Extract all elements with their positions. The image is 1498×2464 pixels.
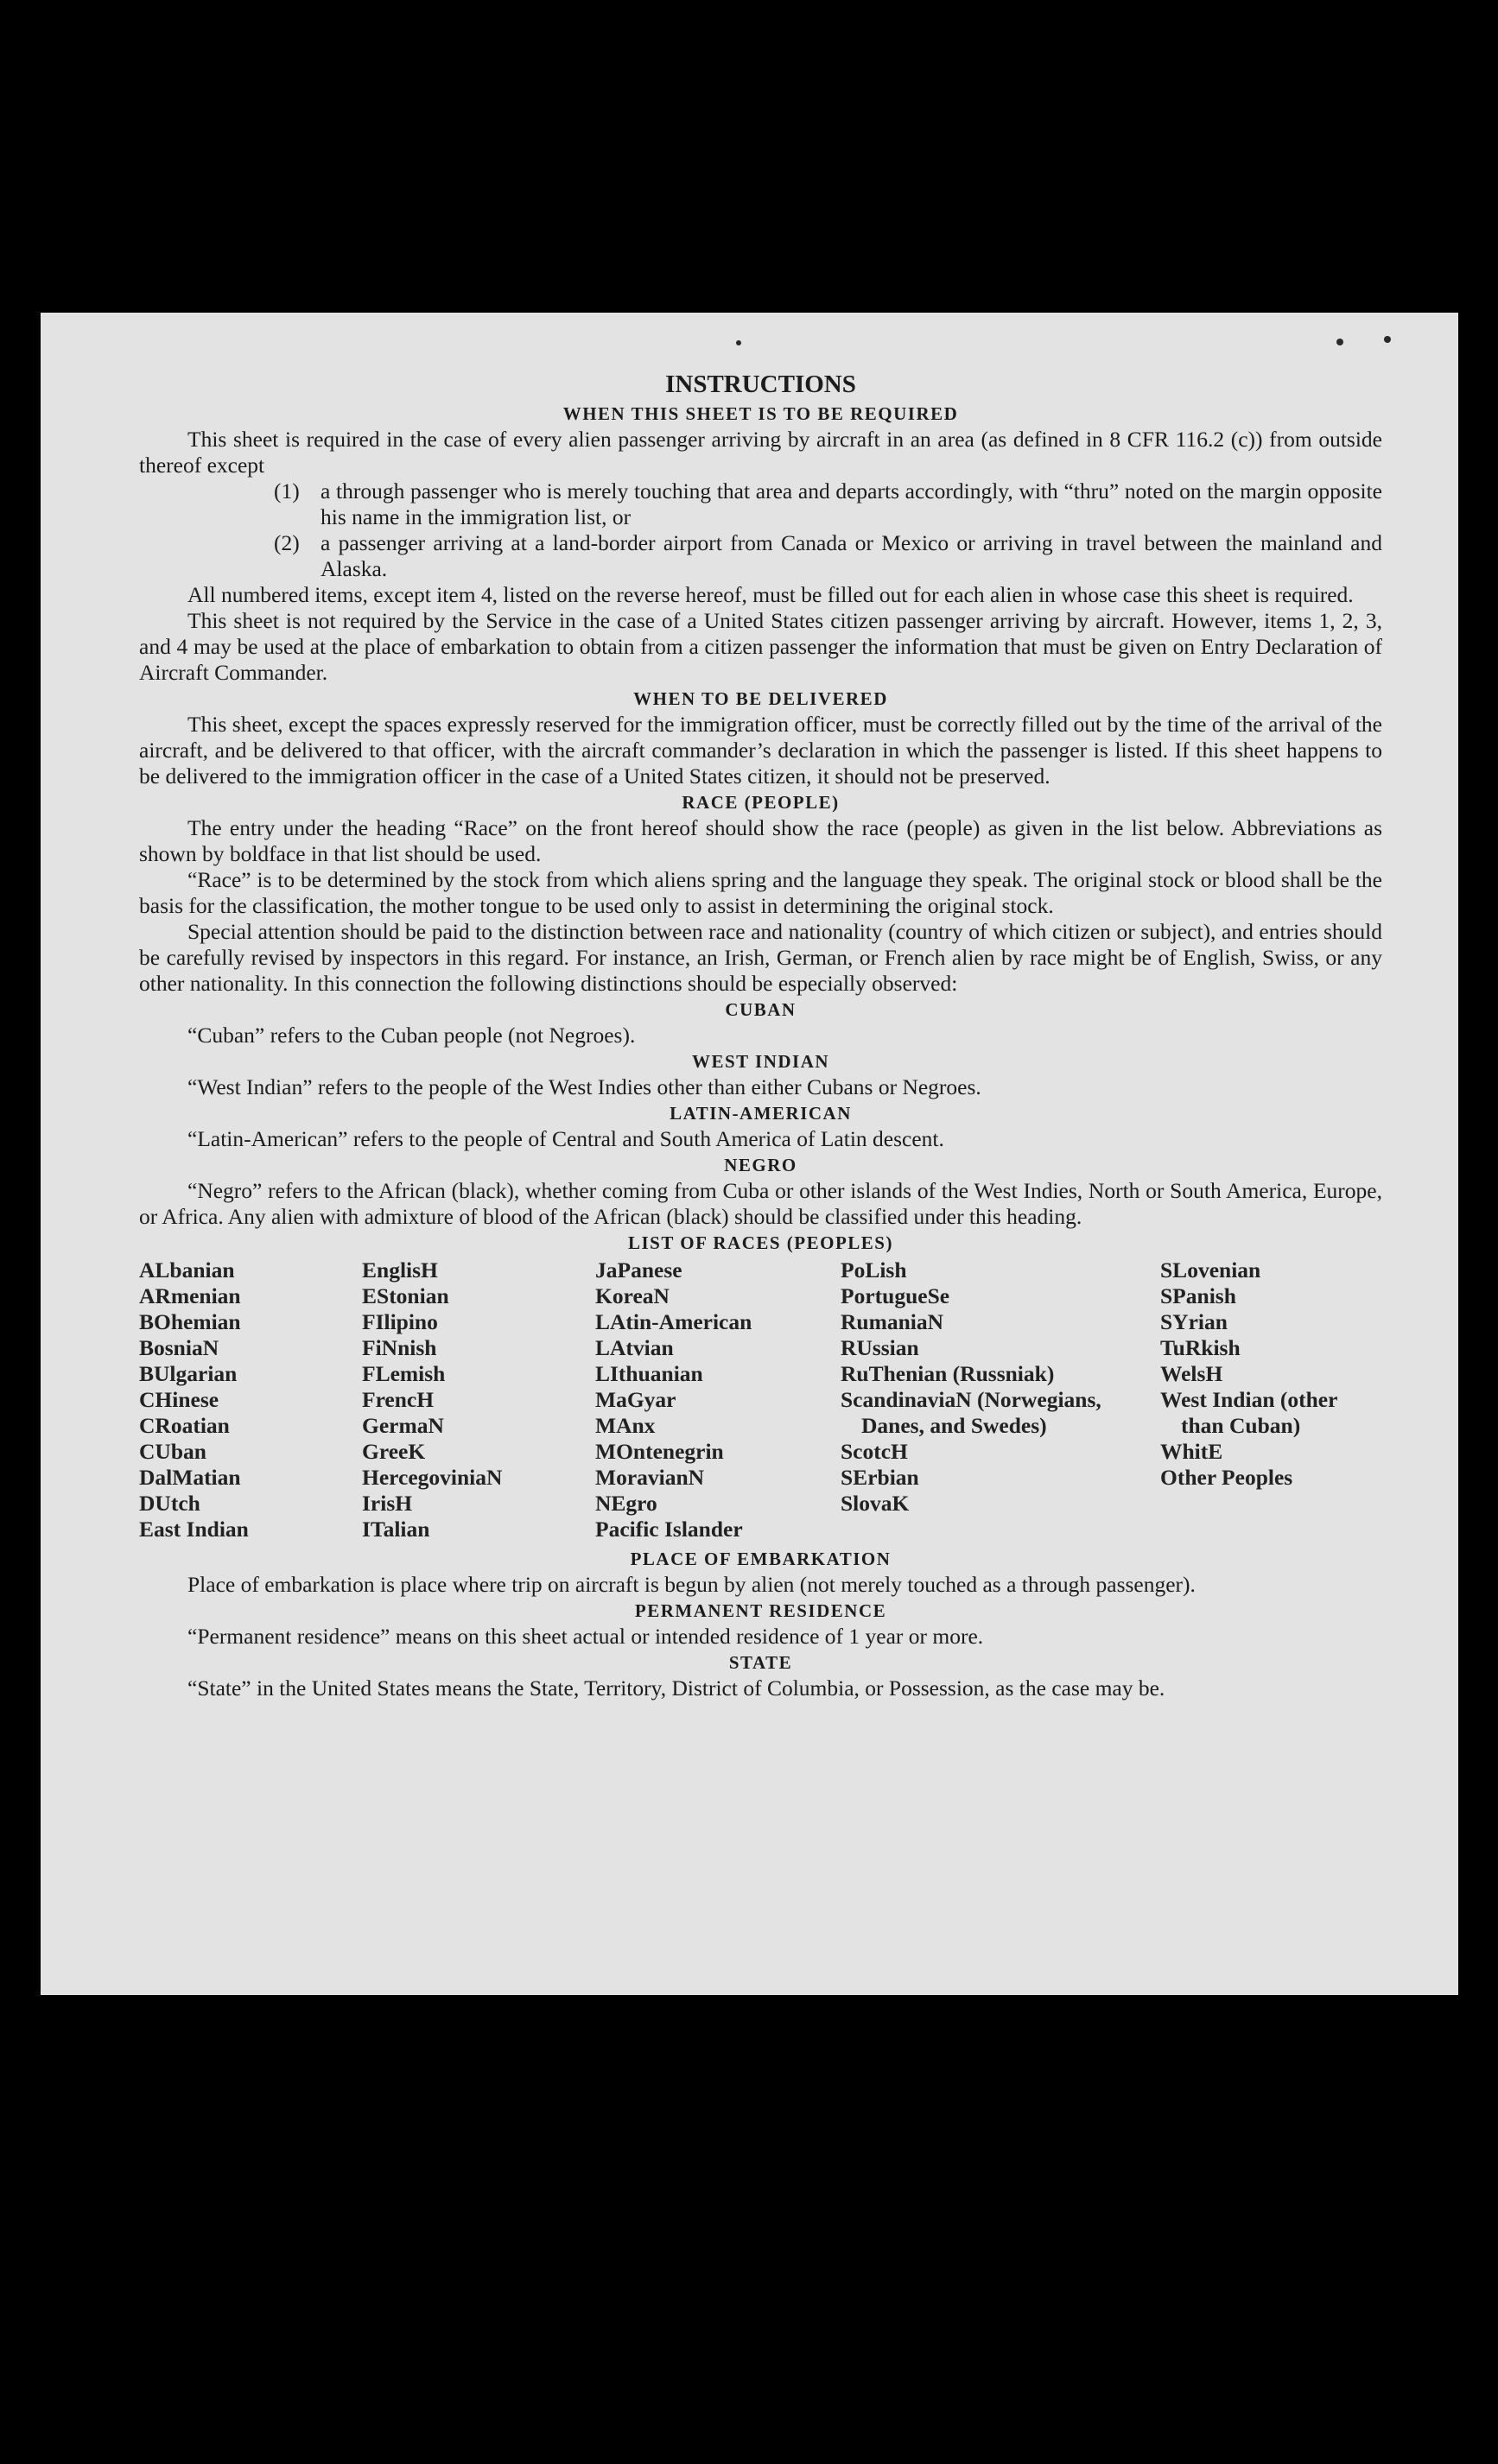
race-column <box>595 1257 841 1542</box>
paragraph: “Latin-American” refers to the people of Central and South America of Latin descent. <box>187 1126 944 1151</box>
race-entry: LAtin-American <box>595 1309 752 1334</box>
race-entry: SLovenian <box>1160 1257 1261 1283</box>
race-entry: MoravianN <box>595 1465 705 1490</box>
race-entry: MOntenegrin <box>595 1439 724 1464</box>
paragraph: This sheet, except the spaces expressly reserved for the immigration officer, must be correctly filled out by the time of the arrival of the aircraft, and be delivered to that officer, with the aircraft commander’s declaration in which the passenger is listed. If this sheet happens to be delivered to the immigration officer in the case of a United States citizen, it should not be preserved. <box>139 712 1382 789</box>
race-entry: PoLish <box>841 1257 907 1283</box>
race-entry: SYrian <box>1160 1309 1228 1334</box>
exception-item <box>139 530 1382 582</box>
sections-closing <box>139 1546 1382 1701</box>
section-heading-latin-american: LATIN-AMERICAN <box>670 1103 852 1124</box>
race-entry: EStonian <box>362 1283 449 1308</box>
section-heading-state: STATE <box>728 1652 793 1673</box>
race-entry: East Indian <box>139 1517 249 1542</box>
section-heading-when-required: WHEN THIS SHEET IS TO BE REQUIRED <box>562 403 959 424</box>
race-column <box>139 1257 362 1542</box>
race-entry: SErbian <box>841 1465 919 1490</box>
item-number: (1) <box>274 478 300 504</box>
punch-mark <box>736 340 741 345</box>
paragraph: “Permanent residence” means on this sheet actual or intended residence of 1 year or more. <box>187 1624 984 1649</box>
race-entry: LIthuanian <box>595 1361 703 1386</box>
race-entry: BOhemian <box>139 1309 241 1334</box>
race-entry: RumaniaN <box>841 1309 944 1334</box>
race-entry: West Indian (other than Cuban) <box>1160 1387 1337 1438</box>
paragraph: “Cuban” refers to the Cuban people (not Negroes). <box>187 1023 636 1048</box>
race-entry: ScandinaviaN (Norwegians, Danes, and Swedes) <box>841 1387 1101 1438</box>
item-text: a through passenger who is merely touching that area and departs accordingly, with “thru” noted on the margin opposite his name in the immigration list, or <box>321 478 1382 529</box>
race-entry: GreeK <box>362 1439 426 1464</box>
race-entry: Other Peoples <box>1160 1465 1293 1490</box>
section-heading-west-indian: WEST INDIAN <box>691 1051 830 1072</box>
race-entry: SPanish <box>1160 1283 1236 1308</box>
race-entry: WhitE <box>1160 1439 1223 1464</box>
race-entry: CRoatian <box>139 1413 230 1438</box>
sections-main <box>139 401 1382 1230</box>
races-heading: LIST OF RACES (PEOPLES) <box>628 1232 893 1253</box>
race-column <box>1160 1257 1376 1542</box>
paragraph: This sheet is required in the case of every alien passenger arriving by aircraft in an area (as defined in 8 CFR 116.2 (c)) from outside thereof except <box>139 427 1382 478</box>
punch-mark <box>1336 339 1343 345</box>
section-heading-negro: NEGRO <box>724 1155 797 1175</box>
paragraph: “Race” is to be determined by the stock from which aliens spring and the language they speak. The original stock or blood shall be the basis for the classification, the mother tongue to be used only to assist in determining the original stock. <box>139 867 1382 918</box>
race-entry: JaPanese <box>595 1257 682 1283</box>
race-entry: DalMatian <box>139 1465 241 1490</box>
race-entry: Pacific Islander <box>595 1517 743 1542</box>
exception-item <box>139 478 1382 530</box>
paragraph: Place of embarkation is place where trip on aircraft is begun by alien (not merely touched as a through passenger). <box>187 1572 1196 1597</box>
race-entry: CUban <box>139 1439 206 1464</box>
race-entry: TuRkish <box>1160 1335 1241 1360</box>
race-entry: DUtch <box>139 1491 200 1516</box>
race-column <box>841 1257 1160 1542</box>
race-entry: FIlipino <box>362 1309 438 1334</box>
paragraph: Special attention should be paid to the distinction between race and nationality (country of which citizen or subject), and entries should be carefully revised by inspectors in this regard. For instance, an Irish, German, or French alien by race might be of English, Swiss, or any other nationality. In this connection the following distinctions should be especially observed: <box>139 919 1382 996</box>
race-column <box>362 1257 595 1542</box>
race-entry: FrencH <box>362 1387 435 1412</box>
punch-mark <box>1384 336 1391 343</box>
race-entry: PortugueSe <box>841 1283 950 1308</box>
race-entry: RUssian <box>841 1335 919 1360</box>
instruction-sheet <box>41 313 1458 1995</box>
race-entry: FiNnish <box>362 1335 437 1360</box>
item-number: (2) <box>274 530 300 555</box>
section-heading-race: RACE (PEOPLE) <box>682 792 840 813</box>
item-text: a passenger arriving at a land-border airport from Canada or Mexico or arriving in travel between the mainland and Alaska. <box>321 530 1382 581</box>
paragraph: “State” in the United States means the State, Territory, District of Columbia, or Possession, as the case may be. <box>187 1675 1165 1701</box>
race-entry: RuThenian (Russniak) <box>841 1361 1055 1386</box>
race-entry: NEgro <box>595 1491 657 1516</box>
page-title: INSTRUCTIONS <box>665 371 856 398</box>
paragraph: All numbered items, except item 4, listed on the reverse hereof, must be filled out for each alien in whose case this sheet is required. <box>187 582 1354 607</box>
race-entry: LAtvian <box>595 1335 674 1360</box>
section-heading-place-of-embarkation: PLACE OF EMBARKATION <box>630 1549 892 1569</box>
race-entry: HercegoviniaN <box>362 1465 503 1490</box>
race-entry: BosniaN <box>139 1335 219 1360</box>
race-list <box>139 1257 1382 1542</box>
race-entry: ARmenian <box>139 1283 241 1308</box>
race-entry: ITalian <box>362 1517 430 1542</box>
paragraph: “West Indian” refers to the people of the West Indies other than either Cubans or Negroes. <box>187 1074 981 1099</box>
race-entry: ScotcH <box>841 1439 908 1464</box>
race-entry: EnglisH <box>362 1257 438 1283</box>
race-entry: MAnx <box>595 1413 656 1438</box>
race-entry: MaGyar <box>595 1387 676 1412</box>
section-heading-when-delivered: WHEN TO BE DELIVERED <box>633 688 888 709</box>
race-entry: IrisH <box>362 1491 413 1516</box>
race-entry: WelsH <box>1160 1361 1223 1386</box>
paragraph: This sheet is not required by the Service in the case of a United States citizen passenger arriving by aircraft. However, items 1, 2, 3, and 4 may be used at the place of embarkation to obtain from a citizen passenger the information that must be given on Entry Declaration of Aircraft Commander. <box>139 608 1382 685</box>
section-heading-cuban: CUBAN <box>725 999 797 1020</box>
race-entry: CHinese <box>139 1387 219 1412</box>
race-entry: ALbanian <box>139 1257 235 1283</box>
race-entry: KoreaN <box>595 1283 670 1308</box>
paragraph: “Negro” refers to the African (black), whether coming from Cuba or other islands of the West Indies, North or South America, Europe, or Africa. Any alien with admixture of blood of the African (black) should be classified under this heading. <box>139 1178 1382 1229</box>
paragraph: The entry under the heading “Race” on the front hereof should show the race (people) as given in the list below. Abbreviations as shown by boldface in that list should be used. <box>139 815 1382 866</box>
race-entry: GermaN <box>362 1413 444 1438</box>
race-entry: FLemish <box>362 1361 446 1386</box>
race-entry: SlovaK <box>841 1491 910 1516</box>
section-heading-permanent-residence: PERMANENT RESIDENCE <box>634 1600 887 1621</box>
race-entry: BUlgarian <box>139 1361 238 1386</box>
